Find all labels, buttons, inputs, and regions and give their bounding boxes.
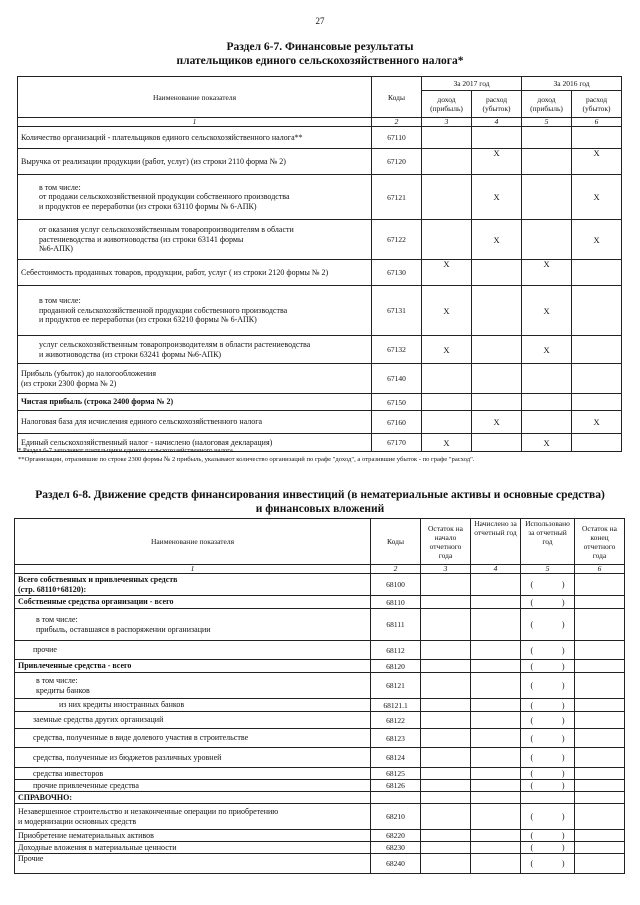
value-cell — [471, 699, 521, 712]
value-cell — [421, 854, 471, 874]
header-balance-end: Остаток на конец отчетного года — [575, 519, 625, 565]
indicator-name-line: (стр. 68110+68120): — [18, 584, 87, 594]
value-cell — [472, 260, 522, 286]
row-code: 68122 — [371, 712, 421, 729]
financial-results-table — [17, 76, 622, 452]
value-cell — [522, 364, 572, 394]
value-cell — [471, 830, 521, 842]
table-row — [18, 149, 622, 175]
table-row — [15, 792, 625, 804]
indicator-name — [15, 804, 371, 830]
value-cell — [472, 286, 522, 336]
table-row — [15, 780, 625, 792]
parenthesized-cell — [521, 804, 575, 830]
value-cell — [421, 792, 471, 804]
parenthesized-cell — [521, 596, 575, 609]
paren-open: ( — [530, 831, 534, 840]
x-mark: X — [522, 286, 572, 336]
header-codes: Коды — [372, 77, 422, 118]
parenthesized-cell — [521, 780, 575, 792]
indicator-name-line: от продажи сельскохозяйственной продукции собственного производства — [39, 192, 290, 202]
indicator-name-line: в том числе: — [39, 296, 81, 306]
value-cell — [421, 780, 471, 792]
col-number: 5 — [521, 565, 575, 574]
paren-open: ( — [530, 843, 534, 852]
header-indicator-name: Наименование показателя — [18, 77, 372, 118]
value-cell — [572, 127, 622, 149]
paren-open: ( — [530, 580, 534, 589]
paren-open: ( — [530, 812, 534, 821]
indicator-name — [18, 286, 372, 336]
table-row — [18, 127, 622, 149]
value-cell — [572, 260, 622, 286]
indicator-name: средства инвесторов — [15, 768, 371, 780]
section-6-7-title-line2: плательщиков единого сельскохозяйственного налога* — [176, 55, 464, 67]
value-cell — [572, 336, 622, 364]
indicator-name: Себестоимость проданных товаров, продукции, работ, услуг ( из строки 2120 формы № 2) — [18, 260, 372, 286]
paren-open: ( — [530, 715, 534, 725]
parenthesized-cell — [521, 609, 575, 641]
parenthesized-cell — [521, 768, 575, 780]
x-mark: X — [572, 175, 622, 220]
indicator-name-line: и продуктов ее переработки (из строки 63210 формы № 6-АПК) — [39, 315, 257, 325]
row-code: 68125 — [371, 768, 421, 780]
table-row — [18, 411, 622, 434]
indicator-name-line: в том числе: — [36, 615, 78, 624]
value-cell — [421, 804, 471, 830]
value-cell — [421, 729, 471, 748]
parenthesized-cell — [521, 729, 575, 748]
value-cell — [471, 748, 521, 768]
value-cell — [421, 768, 471, 780]
table-row — [15, 641, 625, 660]
paren-close: ) — [561, 781, 565, 790]
section-6-8-title-line2: и финансовых вложений — [255, 503, 385, 515]
paren-open: ( — [530, 645, 534, 655]
parenthesized-cell — [521, 673, 575, 699]
value-cell — [471, 609, 521, 641]
col-number: 1 — [18, 118, 372, 127]
value-cell — [471, 574, 521, 596]
value-cell — [422, 175, 472, 220]
table-row — [18, 394, 622, 411]
value-cell — [422, 127, 472, 149]
indicator-name: прочие — [15, 641, 371, 660]
table-row — [15, 804, 625, 830]
header-codes: Коды — [371, 519, 421, 565]
header-indicator-name: Наименование показателя — [15, 519, 371, 565]
paren-close: ) — [561, 769, 565, 778]
table-row — [18, 175, 622, 220]
indicator-name: Привлеченные средства - всего — [15, 660, 371, 673]
col-number: 2 — [372, 118, 422, 127]
x-mark: X — [522, 336, 572, 364]
paren-open: ( — [530, 597, 534, 607]
row-code: 67140 — [372, 364, 422, 394]
table-row — [15, 660, 625, 673]
indicator-name: Налоговая база для исчисления единого сельскохозяйственного налога — [18, 411, 372, 434]
value-cell — [422, 149, 472, 175]
value-cell — [572, 364, 622, 394]
indicator-name-line: в том числе: — [39, 182, 81, 192]
value-cell — [575, 660, 625, 673]
value-cell — [422, 394, 472, 411]
indicator-name-line: растениеводства и животноводства (из строки 63141 формы — [39, 234, 244, 244]
value-cell — [422, 220, 472, 260]
paren-close: ) — [561, 859, 565, 868]
row-code: 68124 — [371, 748, 421, 768]
header-income-2017: доход (прибыль) — [422, 91, 472, 118]
row-code: 68210 — [371, 804, 421, 830]
value-cell — [471, 768, 521, 780]
table-row — [15, 748, 625, 768]
indicator-name: Прочие — [15, 854, 371, 874]
indicator-name — [15, 673, 371, 699]
paren-open: ( — [530, 753, 534, 762]
indicator-name-line: от оказания услуг сельскохозяйственным товаропроизводителям в области — [39, 225, 294, 235]
table-row — [15, 842, 625, 854]
paren-close: ) — [561, 831, 565, 840]
parenthesized-cell — [521, 699, 575, 712]
section-6-7-title-line1: Раздел 6-7. Финансовые результаты — [226, 41, 414, 53]
paren-open: ( — [530, 781, 534, 790]
paren-open: ( — [530, 620, 534, 629]
col-number: 6 — [572, 118, 622, 127]
value-cell — [471, 792, 521, 804]
x-mark: X — [472, 220, 522, 260]
table-row — [15, 729, 625, 748]
table-row — [15, 699, 625, 712]
col-number: 2 — [371, 565, 421, 574]
value-cell — [575, 712, 625, 729]
row-code: 68100 — [371, 574, 421, 596]
paren-close: ) — [561, 733, 565, 743]
indicator-name-line: и продуктов ее переработки (из строки 63110 формы № 6-АПК) — [39, 201, 257, 211]
value-cell — [572, 394, 622, 411]
value-cell — [575, 609, 625, 641]
value-cell — [421, 830, 471, 842]
indicator-name: Приобретение нематериальных активов — [15, 830, 371, 842]
indicator-name — [18, 220, 372, 260]
table-row — [15, 768, 625, 780]
row-code: 68112 — [371, 641, 421, 660]
value-cell — [471, 660, 521, 673]
parenthesized-cell — [521, 854, 575, 874]
paren-close: ) — [561, 597, 565, 607]
indicator-name — [18, 364, 372, 394]
table-row — [15, 854, 625, 874]
col-number: 5 — [522, 118, 572, 127]
indicator-name: Количество организаций - плательщиков единого сельскохозяйственного налога** — [18, 127, 372, 149]
row-code: 68240 — [371, 854, 421, 874]
paren-close: ) — [561, 715, 565, 725]
value-cell — [471, 596, 521, 609]
paren-open: ( — [530, 661, 534, 671]
value-cell — [421, 673, 471, 699]
header-accrued: Начислено за отчетный год — [471, 519, 521, 565]
value-cell — [472, 434, 522, 452]
table-row — [18, 286, 622, 336]
table-row — [18, 220, 622, 260]
indicator-name-line: прибыль, оставшаяся в распоряжении организации — [36, 624, 211, 634]
value-cell — [522, 220, 572, 260]
parenthesized-cell — [521, 641, 575, 660]
value-cell — [421, 596, 471, 609]
x-mark: X — [522, 260, 572, 286]
value-cell — [575, 804, 625, 830]
indicator-name: средства, полученные в виде долевого участия в строительстве — [15, 729, 371, 748]
indicator-name: Чистая прибыль (строка 2400 форма № 2) — [18, 394, 372, 411]
header-year-2017: За 2017 год — [422, 77, 522, 91]
indicator-name-line: услуг сельскохозяйственным товаропроизводителям в области растениеводства — [39, 340, 311, 349]
paren-open: ( — [530, 681, 534, 690]
value-cell — [575, 729, 625, 748]
table-row — [18, 336, 622, 364]
value-cell — [421, 748, 471, 768]
indicator-name-line: Прибыль (убыток) до налогообложения — [21, 369, 157, 378]
header-income-2016: доход (прибыль) — [522, 91, 572, 118]
value-cell — [421, 609, 471, 641]
header-expense-2017: расход (убыток) — [472, 91, 522, 118]
value-cell — [421, 712, 471, 729]
row-code: 67132 — [372, 336, 422, 364]
x-mark: X — [572, 220, 622, 260]
value-cell — [575, 596, 625, 609]
value-cell — [522, 394, 572, 411]
parenthesized-cell — [521, 830, 575, 842]
value-cell — [471, 804, 521, 830]
value-cell — [421, 641, 471, 660]
value-cell — [572, 286, 622, 336]
parenthesized-cell — [521, 660, 575, 673]
parenthesized-cell — [521, 842, 575, 854]
indicator-name: средства, полученные из бюджетов различных уровней — [15, 748, 371, 768]
row-code: 67131 — [372, 286, 422, 336]
indicator-name: заемные средства других организаций — [15, 712, 371, 729]
x-mark: X — [572, 411, 622, 434]
paren-open: ( — [530, 733, 534, 743]
indicator-name — [15, 609, 371, 641]
value-cell — [522, 149, 572, 175]
value-cell — [575, 641, 625, 660]
value-cell — [471, 854, 521, 874]
row-code: 68220 — [371, 830, 421, 842]
col-number: 4 — [471, 565, 521, 574]
value-cell — [421, 574, 471, 596]
paren-close: ) — [561, 620, 565, 629]
section-6-8-title-line1: Раздел 6-8. Движение средств финансирования инвестиций (в нематериальные активы и основные средства) — [35, 489, 605, 501]
x-mark: X — [572, 149, 622, 175]
value-cell — [575, 854, 625, 874]
value-cell — [575, 780, 625, 792]
value-cell — [575, 574, 625, 596]
table-row — [18, 364, 622, 394]
indicator-name — [15, 574, 371, 596]
x-mark: X — [422, 336, 472, 364]
row-code: 67170 — [372, 434, 422, 452]
x-mark: X — [522, 434, 572, 452]
value-cell — [521, 792, 575, 804]
indicator-name-line: Незавершенное строительство и незаконченные операции по приобретению — [18, 807, 279, 816]
value-cell — [472, 394, 522, 411]
indicator-name: Выручка от реализации продукции (работ, услуг) (из строки 2110 форма № 2) — [18, 149, 372, 175]
footnote-2: **Организации, отразившие по строке 2300 формы № 2 прибыль, указывают количество организаций по графе "доход", а отразившие убыток - по графе "расход". — [18, 456, 475, 463]
indicator-name: из них кредиты иностранных банков — [15, 699, 371, 712]
section-6-7-title — [0, 40, 640, 68]
indicator-name — [18, 175, 372, 220]
row-code: 68121.1 — [371, 699, 421, 712]
value-cell — [575, 748, 625, 768]
investment-financing-table — [14, 518, 625, 874]
col-number: 4 — [472, 118, 522, 127]
paren-close: ) — [561, 843, 565, 852]
value-cell — [422, 411, 472, 434]
row-code: 67121 — [372, 175, 422, 220]
table-row — [15, 574, 625, 596]
value-cell — [421, 660, 471, 673]
value-cell — [422, 364, 472, 394]
indicator-name-line: №6-АПК) — [39, 244, 73, 254]
footnote-1: * Раздел 6-7 заполняют плательщики единого сельскохозяйственного налога. — [18, 447, 235, 454]
row-code: 68123 — [371, 729, 421, 748]
indicator-name — [18, 336, 372, 364]
value-cell — [421, 699, 471, 712]
value-cell — [472, 336, 522, 364]
paren-open: ( — [530, 859, 534, 868]
row-code: 67110 — [372, 127, 422, 149]
header-year-2016: За 2016 год — [522, 77, 622, 91]
row-code: 67150 — [372, 394, 422, 411]
section-6-8-title — [0, 488, 640, 516]
value-cell — [522, 411, 572, 434]
table-row — [15, 673, 625, 699]
indicator-name-line: и животноводства (из строки 63241 формы №6-АПК) — [39, 349, 222, 359]
paren-close: ) — [561, 700, 565, 710]
value-cell — [522, 127, 572, 149]
paren-close: ) — [561, 661, 565, 671]
row-code: 67120 — [372, 149, 422, 175]
header-used: Использовано за отчетный год — [521, 519, 575, 565]
x-mark: X — [422, 286, 472, 336]
row-code: 68121 — [371, 673, 421, 699]
x-mark: X — [472, 175, 522, 220]
paren-open: ( — [530, 769, 534, 778]
table-row — [18, 260, 622, 286]
paren-close: ) — [561, 812, 565, 821]
paren-close: ) — [561, 681, 565, 690]
page-number: 27 — [315, 16, 325, 26]
indicator-name: Собственные средства организации - всего — [15, 596, 371, 609]
value-cell — [471, 641, 521, 660]
x-mark: X — [422, 260, 472, 286]
indicator-name-line: Всего собственных и привлеченных средств — [18, 575, 178, 584]
indicator-name-line: (из строки 2300 форма № 2) — [21, 378, 117, 388]
x-mark: X — [472, 149, 522, 175]
value-cell — [575, 699, 625, 712]
indicator-name: Доходные вложения в материальные ценности — [15, 842, 371, 854]
row-code: 67122 — [372, 220, 422, 260]
table-row — [15, 609, 625, 641]
paren-open: ( — [530, 700, 534, 710]
value-cell — [421, 842, 471, 854]
value-cell — [575, 830, 625, 842]
value-cell — [575, 792, 625, 804]
indicator-name-line: проданной сельскохозяйственной продукции собственного производства — [39, 305, 288, 315]
header-expense-2016: расход (убыток) — [572, 91, 622, 118]
value-cell — [471, 712, 521, 729]
row-code: 68120 — [371, 660, 421, 673]
parenthesized-cell — [521, 712, 575, 729]
value-cell — [572, 434, 622, 452]
row-code: 67130 — [372, 260, 422, 286]
row-code: 68230 — [371, 842, 421, 854]
paren-close: ) — [561, 645, 565, 655]
parenthesized-cell — [521, 748, 575, 768]
value-cell — [371, 792, 421, 804]
parenthesized-cell — [521, 574, 575, 596]
value-cell — [522, 175, 572, 220]
header-balance-start: Остаток на начало отчетного года — [421, 519, 471, 565]
col-number: 3 — [422, 118, 472, 127]
value-cell — [472, 364, 522, 394]
indicator-name: Единый сельскохозяйственный налог - начислено (налоговая декларация) — [18, 434, 372, 452]
indicator-name-line: в том числе: — [36, 676, 78, 685]
row-code: 68111 — [371, 609, 421, 641]
value-cell — [471, 673, 521, 699]
value-cell — [471, 780, 521, 792]
col-number: 6 — [575, 565, 625, 574]
value-cell — [575, 768, 625, 780]
indicator-name-line: кредиты банков — [36, 685, 90, 695]
reference-heading: СПРАВОЧНО: — [15, 792, 371, 804]
indicator-name: прочие привлеченные средства — [15, 780, 371, 792]
value-cell — [575, 842, 625, 854]
table-row — [15, 596, 625, 609]
paren-close: ) — [561, 753, 565, 762]
indicator-name-line: и модернизации основных средств — [18, 816, 137, 826]
value-cell — [575, 673, 625, 699]
value-cell — [472, 127, 522, 149]
value-cell — [471, 842, 521, 854]
col-number: 3 — [421, 565, 471, 574]
x-mark: X — [472, 411, 522, 434]
x-mark: X — [422, 434, 472, 452]
row-code: 68126 — [371, 780, 421, 792]
row-code: 67160 — [372, 411, 422, 434]
table-row — [15, 712, 625, 729]
row-code: 68110 — [371, 596, 421, 609]
col-number: 1 — [15, 565, 371, 574]
table-row — [15, 830, 625, 842]
value-cell — [471, 729, 521, 748]
paren-close: ) — [561, 580, 565, 589]
